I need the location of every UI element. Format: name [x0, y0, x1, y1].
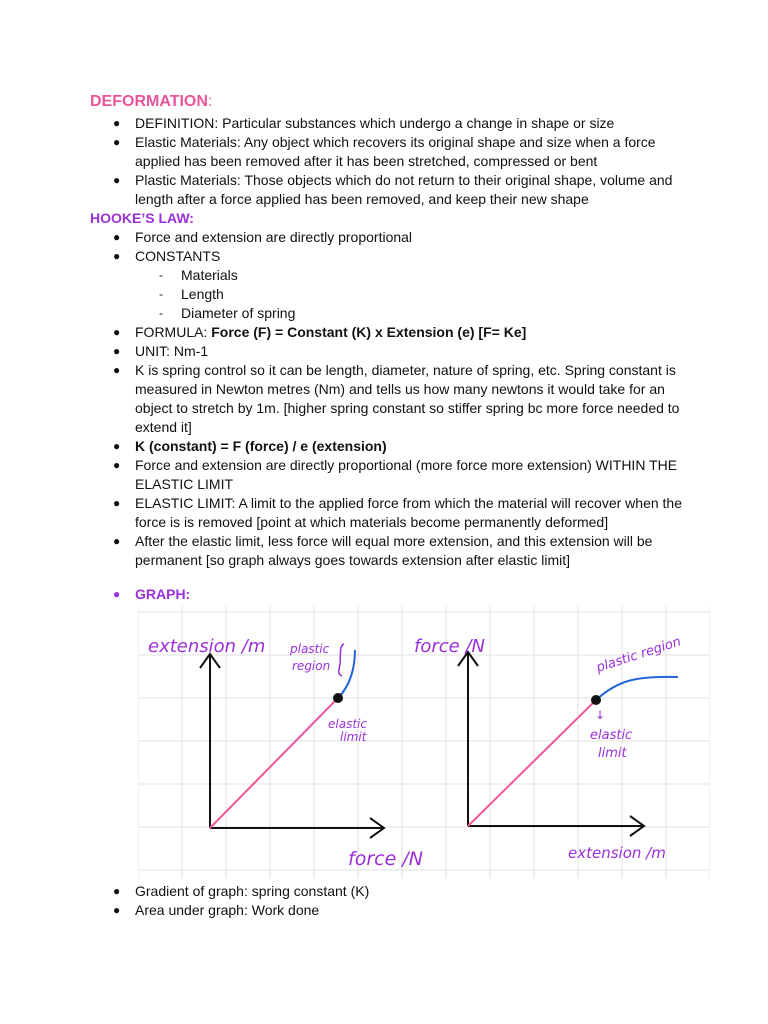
graph-sketch: [138, 606, 710, 878]
list-item: - Diameter of spring: [159, 305, 296, 321]
after-limit-text: After the elastic limit, less force will equal more extension, and this extension will be permanent [so graph always goes towards extension after elastic limit]: [135, 533, 653, 568]
left-graph: [148, 636, 423, 870]
graph-heading-list: [0, 585, 768, 604]
graph-heading: GRAPH:: [135, 586, 191, 602]
deformation-list: [0, 114, 768, 209]
k-formula-text: K (constant) = F (force) / e (extension): [135, 438, 387, 454]
list-item: ● K is spring control so it can be length, diameter, nature of spring, etc. Spring constant is measured in Newton metres (Nm) and tells us how many newtons it would take for an object to stretch by 1m. [higher spring constant so stiffer spring bc more force needed to extend it]: [113, 362, 680, 435]
right-x-axis-arrow: [468, 816, 644, 836]
list-item: ● ELASTIC LIMIT: A limit to the applied force from which the material will recover when the force is is removed [point at which materials become permanently deformed]: [113, 495, 683, 530]
list-item: - Length: [159, 286, 224, 302]
left-limit-label-1: elastic: [328, 717, 367, 731]
plastic-materials-text: Plastic Materials: Those objects which do not return to their original shape, volume and length after a force applied has been removed, and keep their new shape: [135, 172, 673, 207]
list-item: ● DEFINITION: Particular substances which undergo a change in shape or size: [113, 115, 615, 131]
unit-text: UNIT: Nm-1: [135, 343, 209, 359]
list-item: ● Gradient of graph: spring constant (K): [113, 883, 370, 899]
formula-text: Force (F) = Constant (K) x Extension (e) [F= Ke]: [211, 324, 527, 340]
list-item: ● K (constant) = F (force) / e (extension): [113, 438, 387, 454]
deformation-heading: [90, 93, 212, 111]
left-y-label: extension /m: [148, 636, 266, 657]
right-elastic-limit-point: [591, 695, 601, 705]
constant-diameter: Diameter of spring: [181, 305, 296, 321]
right-limit-label-2: limit: [598, 746, 627, 761]
constant-materials: Materials: [181, 267, 238, 283]
right-elastic-line: [468, 700, 596, 826]
list-item: ● Area under graph: Work done: [113, 902, 320, 918]
list-item: ● CONSTANTS: [113, 248, 221, 264]
gradient-text: Gradient of graph: spring constant (K): [135, 883, 370, 899]
list-item: ● GRAPH:: [113, 586, 191, 602]
graph-notes-list: [0, 882, 768, 920]
right-x-label: extension /m: [568, 844, 666, 862]
list-item: ● Plastic Materials: Those objects which do not return to their original shape, volume and length after a force applied has been removed, and keep their new shape: [113, 172, 673, 207]
constants-label: CONSTANTS: [135, 248, 221, 264]
formula-prefix: FORMULA:: [135, 324, 212, 340]
k-description-text: K is spring control so it can be length, diameter, nature of spring, etc. Spring constant is measured in Newton metres (Nm) and tells us how many newtons it would take for an object to stretch by 1m. [higher spring constant so stiffer spring bc more force needed to extend it]: [135, 362, 680, 435]
constant-length: Length: [181, 286, 224, 302]
list-item: ● After the elastic limit, less force will equal more extension, and this extension will be permanent [so graph always goes towards extension after elastic limit]: [113, 533, 653, 568]
right-graph: [414, 634, 683, 862]
area-text: Area under graph: Work done: [135, 902, 320, 918]
list-item: ● Force and extension are directly proportional (more force more extension) WITHIN THE ELASTIC LIMIT: [113, 457, 678, 492]
deformation-colon: :: [207, 93, 213, 110]
right-y-axis-arrow: [458, 652, 478, 826]
left-x-label: force /N: [348, 848, 423, 870]
left-elastic-line: [210, 698, 338, 828]
left-limit-label-2: limit: [340, 730, 367, 744]
left-elastic-limit-point: [333, 693, 343, 703]
hookes-law-list: [0, 228, 768, 570]
right-region-label: plastic region: [594, 634, 683, 676]
proportional-text: Force and extension are directly proportional: [135, 229, 413, 245]
elastic-materials-text: Elastic Materials: Any object which recovers its original shape and size when a force applied has been removed after it has been stretched, compressed or bent: [135, 134, 656, 169]
deformation-title: DEFORMATION: [90, 93, 208, 110]
definition-text: DEFINITION: Particular substances which undergo a change in shape or size: [135, 115, 615, 131]
right-limit-label-1: elastic: [590, 728, 633, 743]
left-region-bracket: [339, 644, 344, 676]
right-limit-arrow: ↓: [595, 708, 606, 722]
left-region-label-2: region: [292, 659, 331, 673]
list-item: ● Elastic Materials: Any object which recovers its original shape and size when a force applied has been removed after it has been stretched, compressed or bent: [113, 134, 656, 169]
list-item: ● UNIT: Nm-1: [113, 343, 209, 359]
right-y-label: force /N: [414, 636, 485, 657]
elastic-limit-text: ELASTIC LIMIT: A limit to the applied force from which the material will recover when the force is is removed [point at which materials become permanently deformed]: [135, 495, 683, 530]
left-region-label-1: plastic: [290, 642, 330, 656]
list-item: - Materials: [159, 267, 238, 283]
list-item: ● Force and extension are directly proportional: [113, 229, 413, 245]
list-item: ● FORMULA: Force (F) = Constant (K) x Extension (e) [F= Ke]: [113, 324, 527, 340]
hookes-law-heading: HOOKE’S LAW:: [90, 210, 194, 226]
within-limit-text: Force and extension are directly proportional (more force more extension) WITHIN THE ELASTIC LIMIT: [135, 457, 678, 492]
